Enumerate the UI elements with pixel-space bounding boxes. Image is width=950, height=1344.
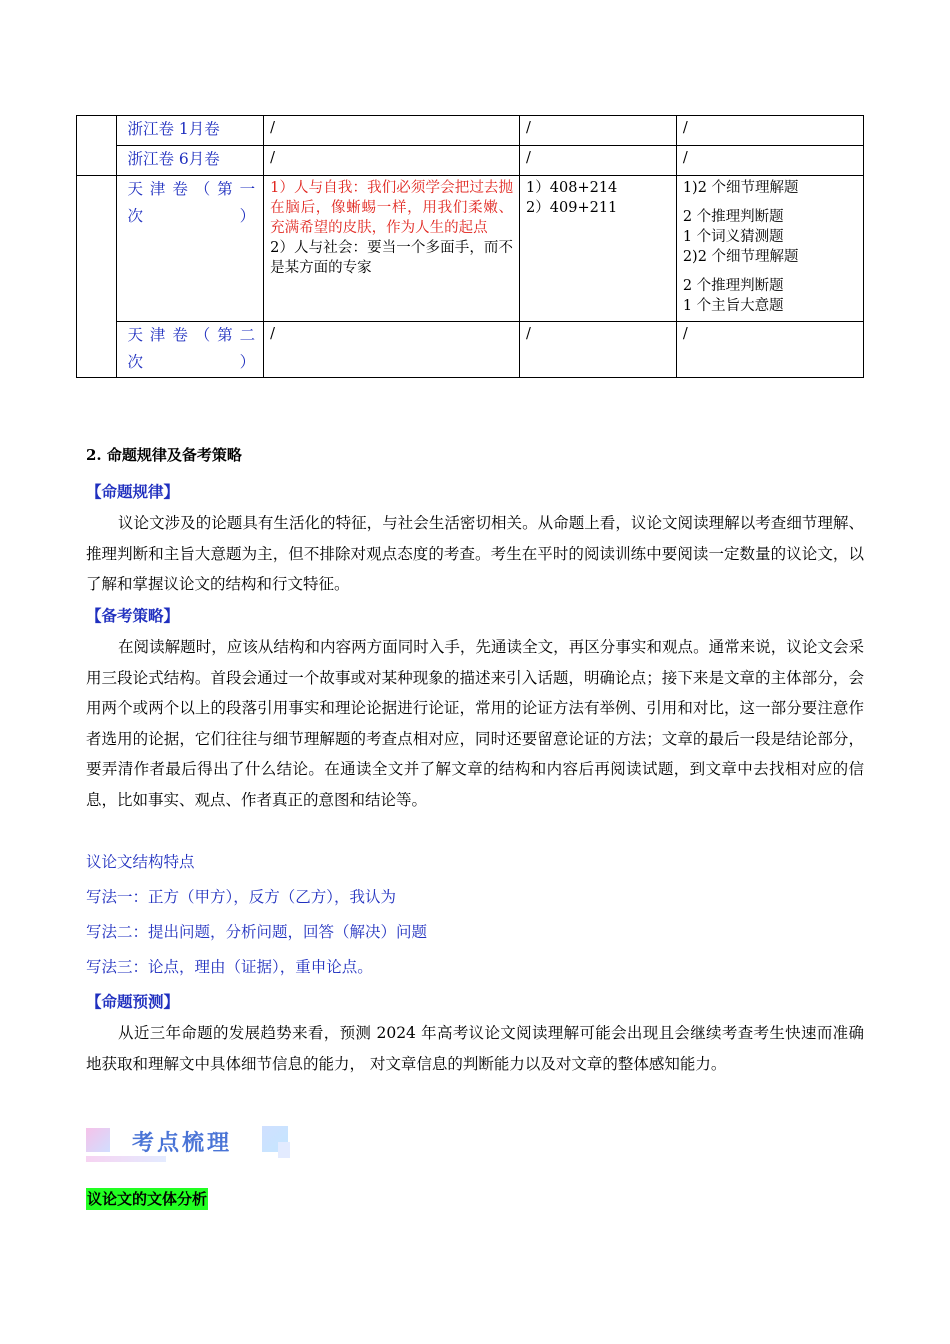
section-title: 2. 命题规律及备考策略 xyxy=(86,446,242,464)
types-cell xyxy=(676,176,863,322)
exam-name-cell: 浙江卷 1月卷 xyxy=(117,116,264,146)
section-banner xyxy=(86,1122,292,1164)
theme-cell: / xyxy=(264,116,520,146)
theme-1-prefix: 1）人与自我： xyxy=(270,180,368,196)
banner-title: 考点梳理 xyxy=(132,1131,233,1156)
predict-heading: 【命题预测】 xyxy=(86,992,180,1011)
highlighted-heading: 议论文的文体分析 xyxy=(87,1190,208,1208)
structure-title: 议论文结构特点 xyxy=(86,853,195,871)
banner-decoration-square xyxy=(86,1128,110,1152)
words-cell xyxy=(520,176,677,322)
type-item: 2)2 个细节理解题 xyxy=(682,249,799,265)
type-item: 1)2 个细节理解题 xyxy=(682,180,799,196)
predict-paragraph: 从近三年命题的发展趋势来看，预测 2024 年高考议论文阅读理解可能会出现且会继续考查考生快速而准确地获取和理解文中具体细节信息的能力， 对文章信息的判断能力以及对文章的整体感知能力。 xyxy=(86,1024,864,1073)
theme-cell: / xyxy=(264,146,520,176)
words-cell: / xyxy=(520,322,677,378)
theme-cell: / xyxy=(264,322,520,378)
words-cell: / xyxy=(520,116,677,146)
method-1: 写法一：正方（甲方），反方（乙方），我认为 xyxy=(86,888,397,906)
types-cell: / xyxy=(676,322,863,378)
strategy-paragraph: 在阅读解题时，应该从结构和内容两方面同时入手，先通读全文，再区分事实和观点。通常来说，议论文会采用三段论式结构。首段会通过一个故事或对某种现象的描述来引入话题，明确论点；接下来是文章的主体部分，会用两个或两个以上的段落引用事实和理论论据进行论证，常用的论证方法有举例、引用和对比，这一部分要注意作者选用的论据，它们往往与细节理解题的考查点相对应，同时还要留意论证的方法；文章的最后一段是结论部分，要弄清作者最后得出了什么结论。在通读全文并了解文章的结构和内容后再阅读试题，到文章中去找相对应的信息，比如事实、观点、作者真正的意图和结论等。 xyxy=(86,638,864,809)
strategy-heading: 【备考策略】 xyxy=(86,606,180,625)
exam-name-cell: 天津卷（第一次） xyxy=(117,176,264,322)
theme-cell xyxy=(264,176,520,322)
theme-1-text: 我们必须学会把过去抛在脑后，像蜥蜴一样，用我们柔嫩、充满希望的皮肤，作为人生的起点 xyxy=(270,180,514,236)
table-row xyxy=(77,146,864,176)
rule-paragraph: 议论文涉及的论题具有生活化的特征，与社会生活密切相关。从命题上看，议论文阅读理解以考查细节理解、推理判断和主旨大意题为主，但不排除对观点态度的考查。考生在平时的阅读训练中要阅读一定数量的议论文，以了解和掌握议论文的结构和行文特征。 xyxy=(86,514,864,593)
theme-2-text: 2）人与社会：要当一个多面手，而不是某方面的专家 xyxy=(270,240,514,276)
type-item: 2 个推理判断题 xyxy=(682,209,784,225)
words-cell: / xyxy=(520,146,677,176)
rule-heading: 【命题规律】 xyxy=(86,482,180,501)
table-row xyxy=(77,176,864,322)
words-1: 1）408+214 xyxy=(526,180,618,196)
method-2: 写法二：提出问题，分析问题，回答（解决）问题 xyxy=(86,923,428,941)
group-cell xyxy=(77,176,117,378)
exam-name-cell: 天津卷（第二次） xyxy=(117,322,264,378)
type-item: 1 个主旨大意题 xyxy=(682,298,784,314)
exam-table-section xyxy=(76,115,864,378)
group-cell xyxy=(77,116,117,176)
table-row xyxy=(77,116,864,146)
type-item: 1 个词义猜测题 xyxy=(682,229,784,245)
types-cell: / xyxy=(676,116,863,146)
type-item: 2 个推理判断题 xyxy=(682,278,784,294)
banner-decoration-square xyxy=(278,1142,290,1158)
types-cell: / xyxy=(676,146,863,176)
exam-name-cell: 浙江卷 6月卷 xyxy=(117,146,264,176)
table-row xyxy=(77,322,864,378)
words-2: 2）409+211 xyxy=(526,200,618,216)
method-3: 写法三：论点，理由（证据），重申论点。 xyxy=(86,958,373,976)
exam-table xyxy=(76,115,864,378)
